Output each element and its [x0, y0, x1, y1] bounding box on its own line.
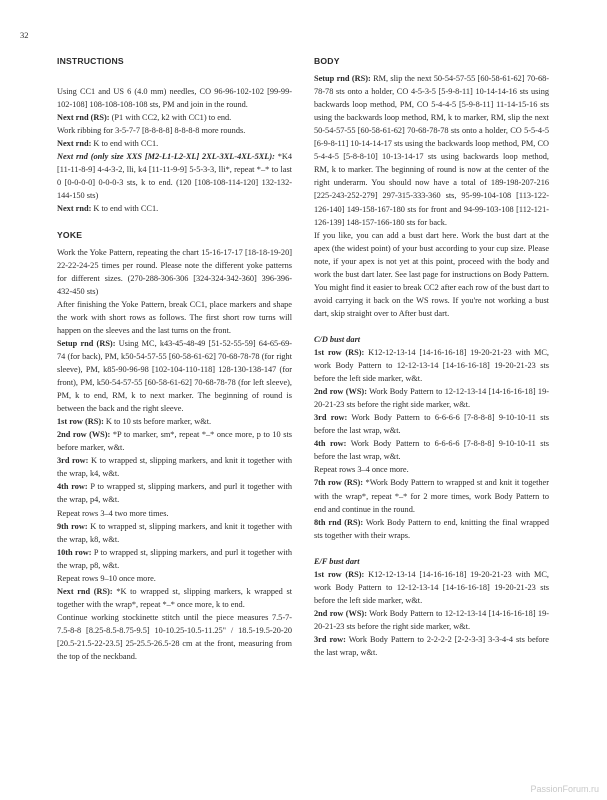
instructions-p6: Next rnd: K to end with CC1.: [57, 204, 159, 214]
cd-row8: 8th rnd (RS): Work Body Pattern to end, knitting the final wrapped sts together with their wraps.: [314, 517, 550, 540]
cd-repeat: Repeat rows 3–4 once more.: [314, 465, 409, 475]
yoke-row2: 2nd row (WS): *P to marker, sm*, repeat *–* once more, p to 10 sts before marker, w&t.: [57, 430, 292, 453]
yoke-repeat1: Repeat rows 3–4 two more times.: [57, 508, 169, 518]
yoke-heading: YOKE: [57, 229, 83, 240]
ef-bust-dart-heading: E/F bust dart: [314, 556, 360, 566]
cd-row1: 1st row (RS): K12-12-13-14 [14-16-16-18] 19-20-21-23 with MC, work Body Pattern to 12-12-13-14 [14-16-16-18] 19-20-21-23 sts before the left side marker, w&t.: [314, 347, 549, 384]
instructions-heading: INSTRUCTIONS: [57, 56, 124, 66]
yoke-row3: 3rd row: K to wrapped st, slipping markers, and knit it together with the wrap, k4, w&t.: [57, 456, 292, 479]
cd-row7: 7th row (RS): *Work Body Pattern to wrapped st and knit it together with the wrap*, repeat *–* for 2 more times, work Body Pattern to end and continue in the round.: [314, 478, 549, 514]
yoke-p2: After finishing the Yoke Pattern, break CC1, place markers and shape the work with short rows as follows. The first short row turns will happen on the sleeves and the last turns on the front.: [57, 299, 292, 335]
yoke-p1: Work the Yoke Pattern, repeating the chart 15-16-17-17 [18-18-19-20] 22-22-24-25 times per round. Please note the different yoke patterns for different sizes. (270-288-306-306 [324-324-342-360] 396-396-432-450 sts): [57, 247, 292, 296]
ef-row2: 2nd row (WS): Work Body Pattern to 12-12-13-14 [14-16-16-18] 19-20-21-23 sts before the right side marker, w&t.: [314, 608, 549, 631]
right-column: [314, 55, 549, 659]
cd-row2: 2nd row (WS): Work Body Pattern to 12-12-13-14 [14-16-16-18] 19-20-21-23 sts before the right side marker, w&t.: [314, 387, 549, 410]
instructions-p4: Next rnd: K to end with CC1.: [57, 139, 159, 149]
watermark: PassionForum.ru: [530, 784, 599, 794]
instructions-p3: Work ribbing for 3-5-7-7 [8-8-8-8] 8-8-8-8 more rounds.: [57, 126, 246, 136]
yoke-next-rnd: Next rnd (RS): *K to wrapped st, slipping markers, k wrapped st together with the wrap*, repeat *–* once more, k to end.: [57, 586, 293, 609]
cd-row3: 3rd row: Work Body Pattern to 6-6-6-6 [7-8-8-8] 9-10-10-11 sts before the last wrap, w&t.: [314, 413, 549, 436]
instructions-p1: Using CC1 and US 6 (4.0 mm) needles, CO 96-96-102-102 [99-99-102-108] 108-108-108-108 sts, PM and join in the round.: [57, 87, 292, 110]
yoke-setup: Setup rnd (RS): Using MC, k43-45-48-49 [51-52-55-59] 64-65-69-74 (for back), PM, k50-54-57-55 [60-58-61-62] 70-68-78-78 (for right sleeve), PM, k85-90-96-98 [102-104-110-118] 128-130-138-147 (for front), PM, k50-54-57-55 [60-58-61-62] 70-68-78-78 (for left sleeve), PM, k to end, RM, k to next marker. The beginning of round is between the back and the right sleeve.: [57, 338, 292, 414]
instructions-p5: Next rnd (only size XXS [M2-L1-L2-XL] 2XL-3XL-4XL-5XL): *K4 [11-11-8-9] 4-4-3-2, lli, k4 [11-11-9-9] 5-5-3-3, lli*, repeat *–* to last 0 [0-0-0-0] 0-0-0-3 sts, k to end. (120 [108-108-114-120] 132-132-144-150 sts): [57, 152, 292, 201]
body-heading: BODY: [314, 56, 340, 66]
page-number: 32: [20, 30, 29, 40]
body-p2: If you like, you can add a bust dart here. Work the bust dart at the apex (the widest point) of your bust according to your cup size. Please note, if your apex is not yet at this point, proceed with the body and work the bust dart later. See last page for instructions on Body Pattern. You might find it easier to break CC2 after each row of the bust dart to avoid carrying it back on the WS rows. If you're not working a bust dart, skip straight over to After bust dart.: [314, 230, 549, 318]
ef-row1: 1st row (RS): K12-12-13-14 [14-16-16-18] 19-20-21-23 with MC, work Body Pattern to 12-12-13-14 [14-16-16-18] 19-20-21-23 sts before the left side marker, w&t.: [314, 569, 549, 605]
yoke-continue: Continue working stockinette stitch until the piece measures 7.5-7-7.5-8-8 [8.25-8.5-8.75-9.5] 10-10.25-10.5-11.25" / 18.5-19.5-20-20 [20.5-21.5-22-23.5] 25-25.5-26.5-28 cm at the front, measuring from the top of the neckband.: [57, 612, 292, 662]
cd-row4: 4th row: Work Body Pattern to 6-6-6-6 [7-8-8-8] 9-10-10-11 sts before the last wrap, w&t.: [314, 439, 549, 462]
ef-row3: 3rd row: Work Body Pattern to 2-2-2-2 [2-2-3-3] 3-3-4-4 sts before the last wrap, w&t.: [314, 634, 549, 658]
yoke-row4: 4th row: P to wrapped st, slipping markers, and purl it together with the wrap, p4, w&t.: [57, 482, 292, 505]
body-setup: Setup rnd (RS): RM, slip the next 50-54-57-55 [60-58-61-62] 70-68-78-78 sts onto a holder, CO 4-5-3-5 [5-9-8-11] 10-14-14-16 sts using backwards loop method, PM, CO 5-4-4-5 [5-9-8-11] 11-14-15-16 sts using the backwards loop method, RM, k to marker, RM, slip the next 50-54-57-55 [60-58-61-62] 70-68-78-78 sts onto a holder, CO 5-5-4-5 [6-9-8-11] 10-14-14-17 sts using the backwards loop method, PM, CO 5-4-4-5 [5-8-8-10] 10-13-14-17 sts using backwards loop method, RM, k to marker. The beginning of round is now at the center of the right underarm. You should now have a total of 189-198-207-216 [225-243-252-279] 297-315-333-360 sts, 95-99-104-108 [113-122-126-140] 149-158-167-180 sts for front and 94-99-103-108 [112-121-126-139] 148-157-166-180 sts for back.: [314, 74, 549, 227]
yoke-row1: 1st row (RS): K to 10 sts before marker, w&t.: [57, 417, 212, 427]
left-column: [57, 55, 292, 663]
yoke-row10: 10th row: P to wrapped st, slipping markers, and purl it together with the wrap, p8, w&t.: [57, 547, 292, 570]
cd-bust-dart-heading: C/D bust dart: [314, 334, 361, 344]
instructions-p2: Next rnd (RS): (P1 with CC2, k2 with CC1) to end.: [57, 113, 232, 123]
yoke-row9: 9th row: K to wrapped st, slipping markers, and knit it together with the wrap, k8, w&t.: [57, 521, 292, 544]
yoke-repeat2: Repeat rows 9–10 once more.: [57, 573, 156, 583]
